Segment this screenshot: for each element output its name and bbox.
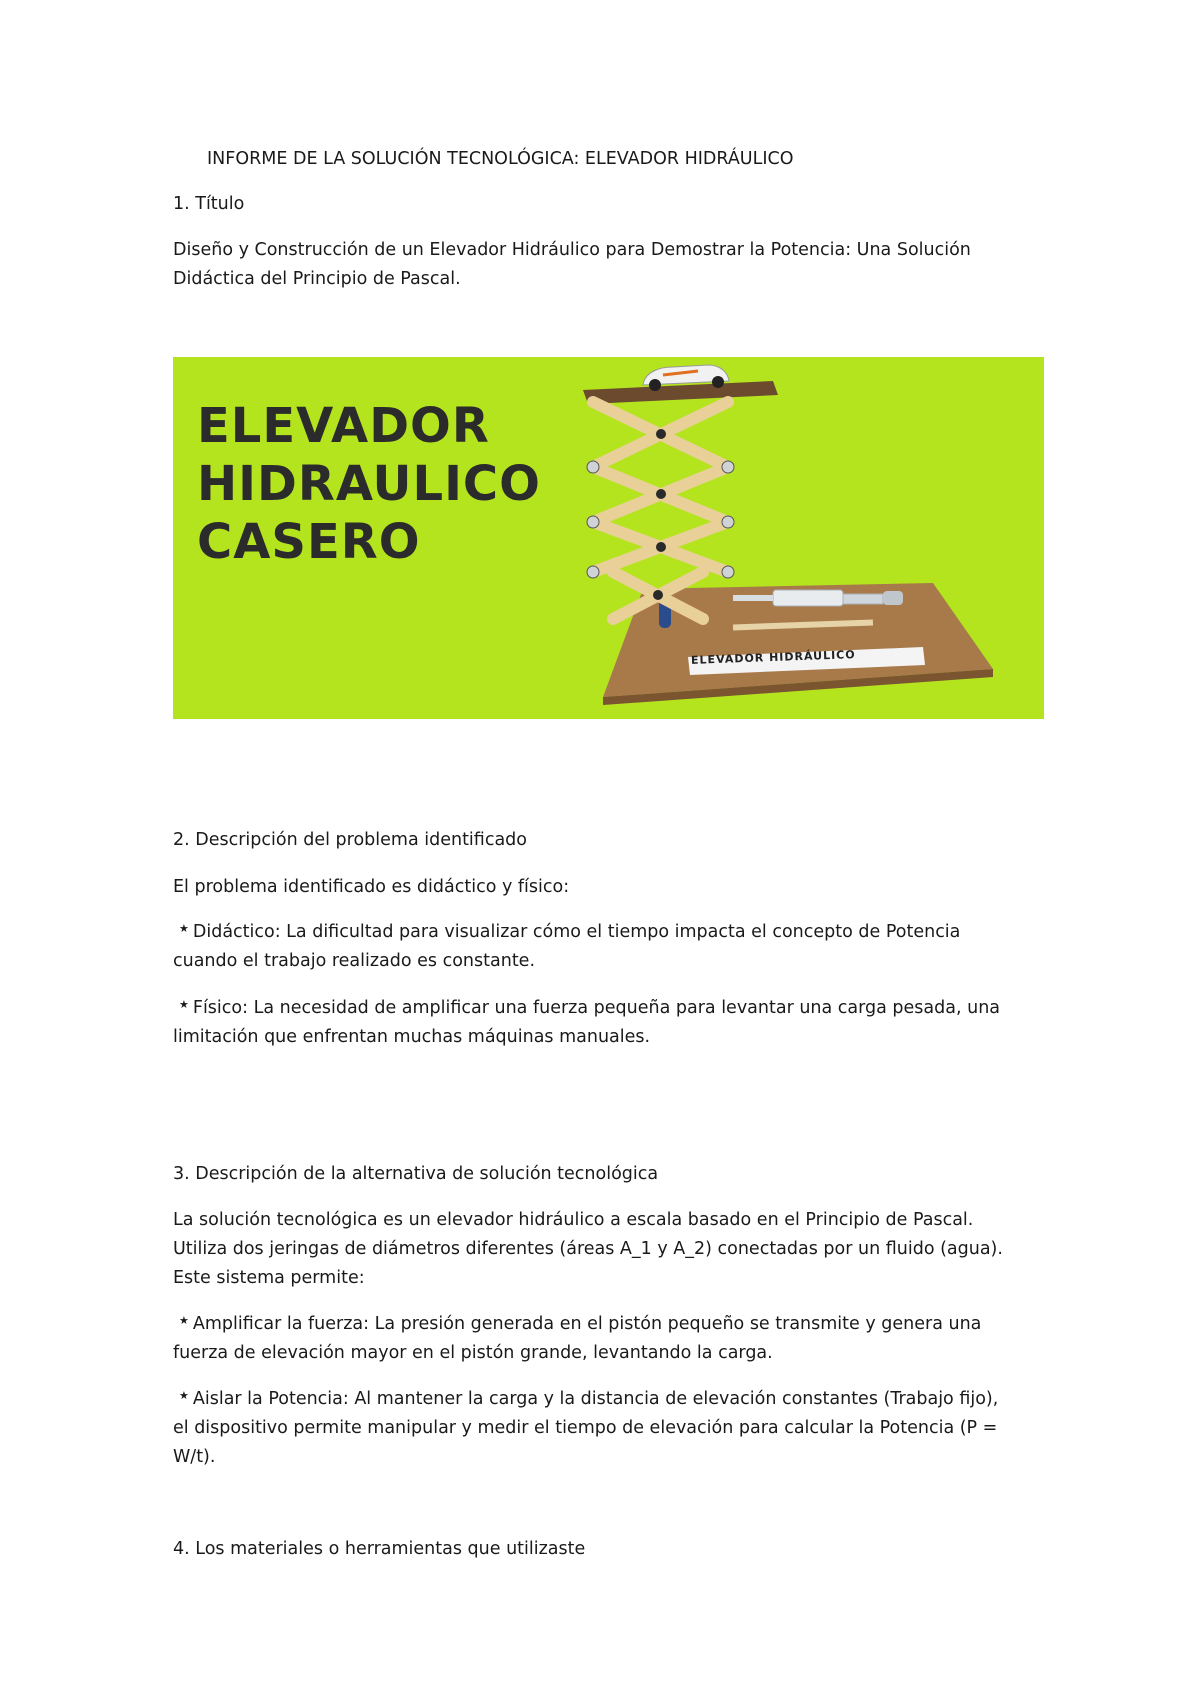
syringe-barrel: [773, 590, 843, 606]
bullet-star-icon: ★: [179, 1389, 189, 1402]
section2-heading: 2. Descripción del problema identificado: [173, 830, 527, 850]
section3-heading: 3. Descripción de la alternativa de solución tecnológica: [173, 1164, 659, 1184]
section3-bullet-1: ★ Amplificar la fuerza: La presión generada en el pistón pequeño se transmite y genera una fuerza de elevación mayor en el pistón grande, levantando la carga.: [173, 1314, 982, 1363]
bullet-star-icon: ★: [179, 998, 189, 1011]
section1-heading: 1. Título: [173, 194, 245, 214]
section1-text-line1: Diseño y Construcción de un Elevador Hidráulico para Demostrar la Potencia: Una Solución: [173, 240, 971, 260]
section2-bullet-1: ★ Didáctico: La dificultad para visualizar cómo el tiempo impacta el concepto de Potencia cuando el trabajo realizado es constante.: [173, 922, 961, 971]
document-title: INFORME DE LA SOLUCIÓN TECNOLÓGICA: ELEVADOR HIDRÁULICO: [207, 149, 794, 169]
banner-text: ELEVADOR HIDRAULICO CASERO: [197, 398, 541, 570]
section4-heading: 4. Los materiales o herramientas que utilizaste: [173, 1539, 586, 1559]
syringe-tip: [733, 595, 773, 601]
scissor-pivots: [653, 429, 666, 600]
bullet-star-icon: ★: [179, 922, 189, 935]
top-platform: [583, 381, 778, 404]
banner-label: ELEVADOR HIDRÁULICO: [690, 648, 856, 667]
section3-para-line2: Utiliza dos jeringas de diámetros diferentes (áreas A_1 y A_2) conectadas por un fluido (agua).: [173, 1239, 1003, 1259]
section3-para-line3: Este sistema permite:: [173, 1268, 365, 1288]
section2-bullet-2: ★ Físico: La necesidad de amplificar una fuerza pequeña para levantar una carga pesada, una limitación que enfrentan muchas máquinas manuales.: [173, 998, 1001, 1047]
section3-bullet-2: ★ Aislar la Potencia: Al mantener la carga y la distancia de elevación constantes (Trabajo fijo), el dispositivo permite manipular y medir el tiempo de elevación para calcular la Potencia (P = W/t).: [173, 1389, 999, 1467]
scissor-lift-illustration: [173, 357, 1044, 719]
section3-para-line1: La solución tecnológica es un elevador hidráulico a escala basado en el Principio de Pascal.: [173, 1210, 974, 1230]
syringe-plunger: [843, 594, 883, 604]
banner-image: [173, 357, 1044, 719]
syringe-end: [883, 591, 903, 605]
section2-intro: El problema identificado es didáctico y físico:: [173, 877, 570, 897]
section1-text-line2: Didáctica del Principio de Pascal.: [173, 269, 461, 289]
bullet-star-icon: ★: [179, 1314, 189, 1327]
